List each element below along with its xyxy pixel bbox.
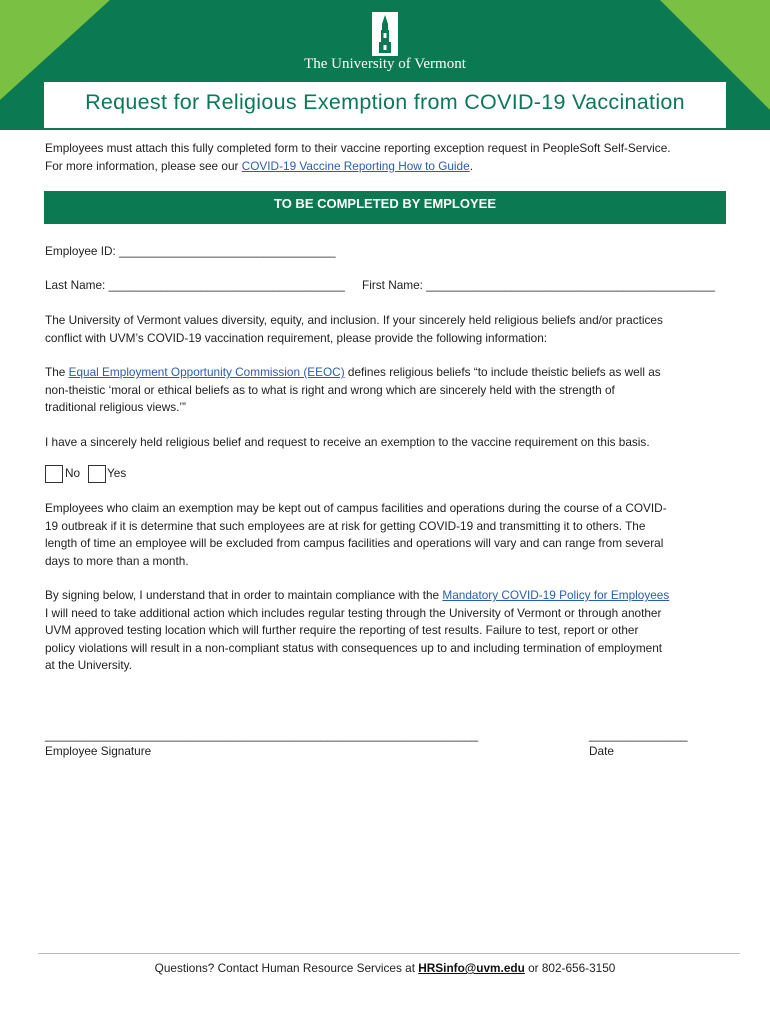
employee-id-field[interactable]: Employee ID: _________________________________ xyxy=(45,244,336,258)
uvm-logo xyxy=(0,12,770,61)
date-label: Date xyxy=(589,744,614,758)
footer-text: Questions? Contact Human Resource Services at xyxy=(154,961,419,975)
eeoc-text: The xyxy=(45,365,69,379)
values-line: conflict with UVM’s COVID-19 vaccination requirement, please provide the following information: xyxy=(45,330,548,345)
signing-text: By signing below, I understand that in order to maintain compliance with the xyxy=(45,588,443,602)
email-link[interactable]: HRSinfo@uvm.edu xyxy=(418,961,525,975)
footer-phone: or 802-656-3150 xyxy=(524,961,616,975)
yes-checkbox[interactable] xyxy=(88,465,106,483)
eeoc-line xyxy=(45,364,661,382)
eeoc-link[interactable]: Equal Employment Opportunity Commission (EEOC) xyxy=(68,365,345,379)
signature-label: Employee Signature xyxy=(45,744,152,758)
yes-label: Yes xyxy=(107,466,127,480)
intro-line: Employees must attach this fully completed form to their vaccine reporting exception request in PeopleSoft Self-Service. xyxy=(45,141,671,155)
exemption-line: days to more than a month. xyxy=(45,553,189,568)
footer-divider xyxy=(38,953,740,954)
signing-line: UVM approved testing location which will further require the reporting of test results. Failure to test, report or other xyxy=(45,623,639,637)
section-heading: TO BE COMPLETED BY EMPLOYEE xyxy=(44,191,726,224)
signing-line xyxy=(45,587,669,605)
bell-tower-icon xyxy=(372,12,398,56)
policy-link[interactable]: Mandatory COVID-19 Policy for Employees xyxy=(442,588,670,602)
eeoc-line: non-theistic ‘moral or ethical beliefs as to what is right and wrong which are sincerely held with the strength of xyxy=(45,382,615,397)
first-name-field[interactable]: First Name: ____________________________________________ xyxy=(362,278,715,292)
signature-line[interactable]: __________________________________________________________________ xyxy=(45,728,479,742)
intro-paragraph xyxy=(45,140,671,175)
page-title: Request for Religious Exemption from COVID-19 Vaccination xyxy=(85,90,685,114)
exemption-line: Employees who claim an exemption may be kept out of campus facilities and operations during the course of a COVID- xyxy=(45,501,667,515)
date-line[interactable]: _______________ xyxy=(589,728,688,742)
no-label: No xyxy=(65,466,81,480)
exemption-paragraph xyxy=(45,500,667,570)
signing-paragraph xyxy=(45,587,669,675)
last-name-field[interactable]: Last Name: ____________________________________ xyxy=(45,278,345,292)
no-checkbox[interactable] xyxy=(45,465,63,483)
exemption-line: 19 outbreak if it is determine that such employees are at risk for getting COVID-19 and transmitting it to others. The xyxy=(45,518,646,533)
guide-link[interactable]: COVID-19 Vaccine Reporting How to Guide xyxy=(241,158,470,173)
values-paragraph xyxy=(45,312,663,347)
signing-line: I will need to take additional action which includes regular testing through the University of Vermont or through another xyxy=(45,605,662,620)
signing-line: policy violations will result in a non-compliant status with consequences up to and including termination of employment xyxy=(45,640,663,655)
values-line: The University of Vermont values diversity, equity, and inclusion. If your sincerely held religious beliefs and/or practices xyxy=(45,313,663,327)
eeoc-line: traditional religious views.’” xyxy=(45,400,186,414)
signing-line: at the University. xyxy=(45,658,132,672)
intro-line-2 xyxy=(45,158,671,176)
university-name: The University of Vermont xyxy=(304,56,466,72)
intro-end: . xyxy=(469,158,473,173)
footer-contact xyxy=(0,961,770,975)
eeoc-paragraph xyxy=(45,364,661,417)
eeoc-text: defines religious beliefs “to include theistic beliefs as well as xyxy=(344,365,661,379)
intro-text: For more information, please see our xyxy=(45,158,242,173)
exemption-line: length of time an employee will be excluded from campus facilities and operations will vary and can range from several xyxy=(45,536,664,550)
belief-statement: I have a sincerely held religious belief and request to receive an exemption to the vaccine requirement on this basis. xyxy=(45,435,650,449)
